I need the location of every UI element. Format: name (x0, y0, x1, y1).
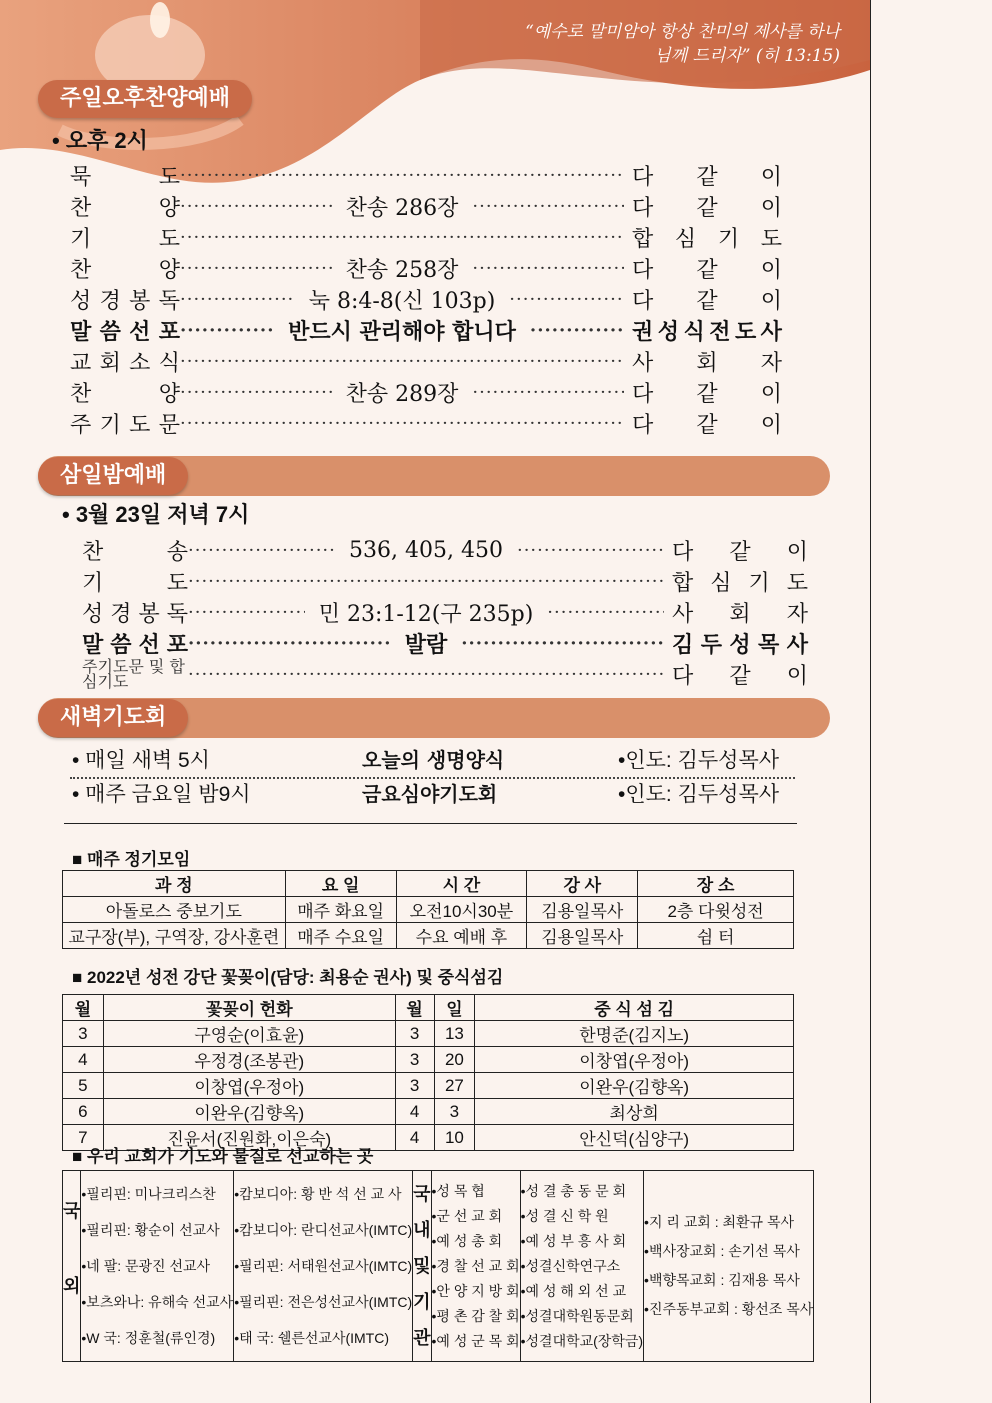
table-cell: 3 (395, 1021, 434, 1047)
order-label-char: 독 (166, 601, 188, 627)
dot-leader (188, 540, 335, 561)
mission-item: •군 선 교 회 (431, 1207, 503, 1224)
order-leader-char: 도 (734, 318, 757, 345)
order-item: 발람 (404, 631, 448, 658)
table-cell: 아돌로스 중보기도 (63, 897, 286, 923)
order-leader-char: 자 (786, 601, 808, 627)
wednesday-service-time: • 3월 23일 저녁 7시 (62, 502, 250, 527)
order-leader (632, 253, 782, 284)
mission-item: •성결대학원동문회 (520, 1307, 634, 1324)
mission-item: •보츠와나: 유해숙 선교사 (81, 1294, 234, 1310)
order-leader (632, 346, 782, 377)
column-header: 시 간 (396, 871, 527, 897)
order-label-char: 찬 (70, 195, 92, 221)
order-label-char: 양 (158, 257, 180, 283)
column-header: 월 (395, 995, 434, 1021)
order-leader-char: 김 (672, 631, 694, 658)
mission-item: •성결대학교(장학금) (520, 1332, 644, 1349)
order-leader-char: 두 (700, 631, 722, 658)
order-label-char: 씀 (99, 318, 121, 345)
order-label-char: 도 (129, 412, 151, 438)
dawn-time: • 매일 새벽 5시 (72, 749, 210, 772)
order-label-char: 송 (166, 539, 188, 565)
mission-item: •네 팔: 문광진 선교사 (81, 1258, 211, 1274)
dot-leader (472, 382, 624, 403)
dawn-leader: •인도: 김두성목사 (618, 783, 780, 806)
missions-title: ■ 우리 교회가 기도와 물질로 선교하는 곳 (72, 1147, 374, 1166)
order-row (70, 253, 782, 283)
dawn-name: 오늘의 생명양식 (362, 748, 505, 772)
table-cell: 우정경(조봉관) (103, 1047, 395, 1073)
dot-leader (472, 196, 624, 217)
order-leader-char: 합 (632, 226, 654, 252)
order-leader (672, 535, 808, 566)
order-label-char: 문 (158, 412, 180, 438)
table-row (63, 1073, 794, 1099)
table-cell: 구영순(이효윤) (103, 1021, 395, 1047)
label-char: 국 (63, 1201, 81, 1221)
dot-leader (188, 602, 305, 623)
order-label-char: 선 (138, 631, 160, 658)
order-leader-char: 심 (710, 570, 732, 596)
table-cell: 진윤서(진원화,이은숙) (103, 1125, 395, 1151)
domestic-list-b (520, 1171, 643, 1362)
order-label-char: 양 (158, 195, 180, 221)
order-leader-char: 다 (632, 195, 654, 221)
order-leader-char: 성 (729, 631, 751, 658)
order-row (82, 535, 808, 565)
order-leader-char: 사 (760, 318, 782, 345)
order-label-char: 식 (158, 350, 180, 376)
table-row (63, 1021, 794, 1047)
order-leader (672, 566, 808, 597)
order-leader-char: 같 (696, 381, 718, 407)
table-cell: 이창엽(우정아) (103, 1073, 395, 1099)
order-leader-char: 이 (786, 539, 808, 565)
order-row (82, 628, 808, 658)
order-leader-char: 도 (786, 570, 808, 596)
mission-item: 국 (413, 1184, 431, 1204)
order-leader-char: 같 (696, 164, 718, 190)
column-header: 강 사 (527, 871, 638, 897)
order-leader (632, 222, 782, 253)
order-leader-char: 전 (709, 318, 731, 345)
church-list (644, 1171, 814, 1362)
mission-item: •성 목 협 (431, 1182, 485, 1199)
weekly-meetings-title: ■ 매주 정기모임 (72, 850, 191, 869)
order-leader-char: 이 (786, 663, 808, 689)
order-label-char: 찬 (70, 381, 92, 407)
mission-item: •성 결 총 동 문 회 (520, 1182, 627, 1199)
mission-item: •안 양 지 방 회 (431, 1282, 520, 1299)
order-leader (632, 315, 782, 346)
mission-item: 관 (413, 1328, 431, 1348)
order-leader-char: 성 (657, 318, 679, 345)
dawn-prayer-title: 새벽기도회 (38, 699, 188, 737)
order-row (70, 191, 782, 221)
order-row (70, 222, 782, 252)
order-label-char: 회 (99, 350, 121, 376)
dotted-divider (70, 777, 795, 779)
order-label (70, 222, 180, 253)
order-label (70, 284, 180, 315)
mission-item: •지 리 교회 : 최환규 목사 (644, 1214, 795, 1230)
mission-item: •필리핀: 미나크리스찬 (81, 1186, 216, 1202)
abroad-list-b (234, 1171, 413, 1362)
order-item: 찬송 258장 (345, 257, 459, 283)
order-label (70, 377, 180, 408)
order-item: 찬송 289장 (345, 381, 459, 407)
order-leader-char: 같 (729, 539, 751, 565)
order-leader-char: 이 (760, 412, 782, 438)
column-header: 요 일 (285, 871, 396, 897)
table-cell: 수요 예배 후 (396, 923, 527, 949)
order-label-char: 도 (166, 570, 188, 596)
order-label-char: 경 (110, 601, 132, 627)
dot-leader (180, 196, 332, 217)
order-leader-char: 같 (696, 195, 718, 221)
table-cell: 김용일목사 (527, 897, 638, 923)
order-row (70, 377, 782, 407)
table-row (63, 1047, 794, 1073)
flowers-title: ■ 2022년 성전 강단 꽃꽂이(담당: 최용순 권사) 및 중식섬김 (72, 968, 504, 987)
column-header: 일 (434, 995, 475, 1021)
order-leader (632, 284, 782, 315)
mission-item: 내 (413, 1220, 431, 1240)
order-row (82, 597, 808, 627)
order-label-char: 도 (158, 226, 180, 252)
order-label-char: 기 (70, 226, 92, 252)
mission-item: •예 성 군 목 회 (431, 1332, 520, 1349)
order-leader (632, 191, 782, 222)
order-item: 눅 8:4-8(신 103p) (308, 288, 496, 314)
order-leader (632, 160, 782, 191)
order-leader-char: 심 (674, 226, 697, 252)
order-label-char: 독 (158, 288, 180, 314)
missions-table (62, 1170, 814, 1362)
order-label-char: 기 (99, 412, 121, 438)
order-label (82, 566, 188, 597)
mission-item: •진주동부교회 : 황선조 목사 (644, 1301, 814, 1317)
order-label-char: 포 (166, 631, 188, 658)
table-cell: 10 (434, 1125, 475, 1151)
order-leader (672, 597, 808, 628)
order-item: 민 23:1-12(구 235p) (318, 601, 534, 627)
dot-leader (180, 227, 624, 248)
table-cell: 오전10시30분 (396, 897, 527, 923)
dot-leader (517, 540, 664, 561)
table-cell: 매주 수요일 (285, 923, 396, 949)
order-leader-char: 사 (632, 350, 654, 376)
table-cell: 이창엽(우정아) (475, 1047, 794, 1073)
mission-item: •W 국: 정훈철(류인경) (81, 1330, 216, 1346)
table-cell: 3 (395, 1073, 434, 1099)
table-row (63, 897, 794, 923)
dot-leader (188, 664, 664, 685)
verse-quote: “예수로 말미암아 항상 찬미의 제사를 하나님께 드리자” (히 13:15) (525, 22, 840, 66)
order-label-char: 도 (158, 164, 180, 190)
table-cell: 교구장(부), 구역장, 강사훈련 (63, 923, 286, 949)
table-cell: 13 (434, 1021, 475, 1047)
table-cell: 이완우(김향옥) (103, 1099, 395, 1125)
table-header-row (63, 871, 794, 897)
table-cell: 20 (434, 1047, 475, 1073)
mission-item: •필리핀: 서태원선교사(IMTC) (234, 1258, 413, 1274)
order-leader-char: 도 (760, 226, 782, 252)
order-label-char: 경 (99, 288, 121, 314)
dot-leader (461, 633, 664, 654)
mission-item: •필리핀: 전은성선교사(IMTC) (234, 1294, 413, 1310)
order-leader-char: 이 (760, 164, 782, 190)
order-leader-char: 다 (632, 257, 654, 283)
table-cell: 3 (63, 1021, 104, 1047)
column-header: 중 식 섬 김 (475, 995, 794, 1021)
table-cell: 안신덕(심양구) (475, 1125, 794, 1151)
table-header-row (63, 995, 794, 1021)
dot-leader (180, 351, 624, 372)
order-label-char: 소 (129, 350, 151, 376)
mission-item: •필리핀: 황순이 선교사 (81, 1222, 220, 1238)
order-leader-char: 다 (632, 164, 654, 190)
dot-leader (180, 413, 624, 434)
mission-item: •경 찰 선 교 회 (431, 1257, 520, 1274)
column-header: 과 정 (63, 871, 286, 897)
table-cell: 5 (63, 1073, 104, 1099)
sunday-service-time: • 오후 2시 (52, 128, 148, 153)
order-leader-char: 권 (632, 318, 654, 345)
order-row (70, 284, 782, 314)
order-label (70, 315, 180, 346)
order-leader-char: 같 (729, 663, 751, 689)
order-label-char: 찬 (82, 539, 104, 565)
order-label-char: 주 (70, 412, 92, 438)
order-label-char: 묵 (70, 164, 92, 190)
table-cell: 이완우(김향옥) (475, 1073, 794, 1099)
dawn-name: 금요심야기도회 (362, 782, 498, 806)
order-leader (672, 628, 808, 659)
wednesday-service-title: 삼일밤예배 (38, 457, 188, 495)
table-cell: 6 (63, 1099, 104, 1125)
order-label-char: 교 (70, 350, 92, 376)
flowers-table (62, 994, 794, 1151)
order-leader-char: 합 (672, 570, 694, 596)
order-leader-char: 다 (632, 412, 654, 438)
section-divider (64, 823, 797, 824)
order-row (70, 160, 782, 190)
mission-item: •태 국: 쉘른선교사(IMTC) (234, 1330, 389, 1346)
mission-item: •예 성 총 회 (431, 1232, 503, 1249)
order-label-char: 말 (70, 318, 92, 345)
dot-leader (180, 289, 295, 310)
column-header: 월 (63, 995, 104, 1021)
order-label-char: 씀 (110, 631, 132, 658)
mission-item: •평 촌 감 찰 회 (431, 1307, 520, 1324)
order-row (70, 315, 782, 345)
table-row (63, 1099, 794, 1125)
order-label-char: 성 (82, 601, 104, 627)
table-cell: 2층 다윗성전 (638, 897, 794, 923)
order-leader-char: 다 (672, 539, 694, 565)
order-label-char: 말 (82, 631, 104, 658)
order-label (82, 628, 188, 659)
mission-item: •성결신학연구소 (520, 1257, 621, 1274)
order-row (82, 566, 808, 596)
mission-item: •캄보디아: 란디선교사(IMTC) (234, 1222, 413, 1238)
order-row (82, 659, 808, 689)
order-leader (632, 377, 782, 408)
table-cell: 쉼 터 (638, 923, 794, 949)
order-leader-char: 이 (760, 288, 782, 314)
order-leader-char: 이 (760, 195, 782, 221)
mission-item: •예 성 해 외 선 교 (520, 1282, 627, 1299)
order-label (82, 597, 188, 628)
order-leader-char: 사 (786, 631, 808, 658)
mission-item: 및 (413, 1256, 431, 1276)
order-label-char: 찬 (70, 257, 92, 283)
order-label-char: 봉 (129, 288, 151, 314)
order-label-char: 봉 (138, 601, 160, 627)
table-cell: 4 (395, 1125, 434, 1151)
order-label (70, 253, 180, 284)
dot-leader (180, 258, 332, 279)
table-cell: 최상희 (475, 1099, 794, 1125)
dawn-time: • 매주 금요일 밤9시 (72, 783, 251, 806)
mission-item: •백향목교회 : 김재용 목사 (644, 1272, 800, 1288)
order-leader-char: 사 (672, 601, 694, 627)
order-label-char: 기 (82, 570, 104, 596)
dot-leader (509, 289, 624, 310)
mission-item: 기 (413, 1292, 431, 1312)
order-label-char: 선 (129, 318, 151, 345)
dot-leader (188, 571, 664, 592)
order-leader-char: 같 (696, 288, 718, 314)
mission-item: •성 결 신 학 원 (520, 1207, 609, 1224)
label-char: 외 (63, 1276, 81, 1296)
sunday-service-title: 주일오후찬양예배 (38, 80, 252, 118)
domestic-label (413, 1171, 431, 1362)
mission-item: •캄보디아: 황 반 석 선 교 사 (234, 1186, 402, 1202)
order-leader-char: 기 (748, 570, 770, 596)
order-label-char: 양 (158, 381, 180, 407)
order-label (70, 191, 180, 222)
column-header: 장 소 (638, 871, 794, 897)
order-item: 반드시 관리해야 합니다 (288, 318, 516, 345)
table-cell: 4 (63, 1047, 104, 1073)
dot-leader (180, 320, 274, 341)
dot-leader (472, 258, 624, 279)
table-cell: 3 (395, 1047, 434, 1073)
mission-item: •백사장교회 : 손기선 목사 (644, 1243, 800, 1259)
order-label-char: 성 (70, 288, 92, 314)
order-leader-char: 목 (758, 631, 780, 658)
table-cell: 3 (434, 1099, 475, 1125)
order-leader-char: 다 (632, 381, 654, 407)
mission-item: •예 성 부 흥 사 회 (520, 1232, 627, 1249)
order-leader-char: 자 (760, 350, 782, 376)
abroad-list-a (81, 1171, 234, 1362)
table-cell: 김용일목사 (527, 923, 638, 949)
order-leader (672, 659, 808, 690)
dawn-leader: •인도: 김두성목사 (618, 749, 780, 772)
order-leader-char: 회 (729, 601, 751, 627)
order-item: 536, 405, 450 (349, 537, 503, 563)
order-label: 주기도문 및 합심기도 (82, 657, 185, 691)
order-row (70, 408, 782, 438)
order-item: 찬송 286장 (345, 195, 459, 221)
dot-leader (180, 165, 624, 186)
order-label-char: 포 (158, 318, 180, 345)
order-leader-char: 이 (760, 257, 782, 283)
weekly-meetings-table (62, 870, 794, 949)
order-label (70, 408, 180, 439)
table-cell: 매주 화요일 (285, 897, 396, 923)
order-leader-char: 식 (683, 318, 705, 345)
dot-leader (530, 320, 624, 341)
domestic-list-a (431, 1171, 520, 1362)
order-leader-char: 이 (760, 381, 782, 407)
order-label (82, 535, 188, 566)
order-row (70, 346, 782, 376)
dot-leader (547, 602, 664, 623)
order-leader-char: 다 (672, 663, 694, 689)
order-leader-char: 다 (632, 288, 654, 314)
order-leader-char: 회 (696, 350, 718, 376)
dot-leader (180, 382, 332, 403)
order-leader-char: 같 (696, 412, 718, 438)
order-leader-char: 기 (717, 226, 740, 252)
table-cell: 4 (395, 1099, 434, 1125)
table-cell: 7 (63, 1125, 104, 1151)
table-cell: 27 (434, 1073, 475, 1099)
table-row (63, 923, 794, 949)
order-label (70, 346, 180, 377)
order-label (70, 160, 180, 191)
order-leader (632, 408, 782, 439)
table-cell: 한명준(김지노) (475, 1021, 794, 1047)
order-leader-char: 같 (696, 257, 718, 283)
column-header: 꽃꽂이 헌화 (103, 995, 395, 1021)
dot-leader (188, 633, 391, 654)
abroad-label (63, 1171, 81, 1362)
